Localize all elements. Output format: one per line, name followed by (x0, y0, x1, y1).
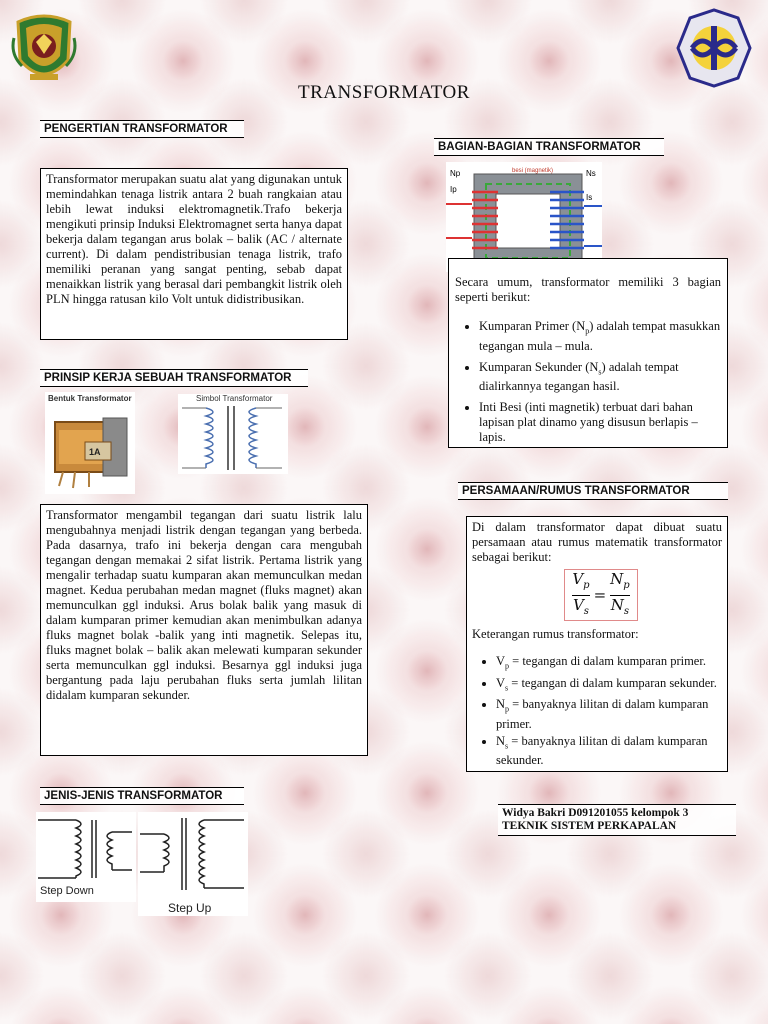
rumus-list (472, 654, 722, 768)
transformer-plate-label: 1A (89, 447, 101, 457)
step-up-label: Step Up (168, 901, 212, 915)
np-label: Np (450, 169, 461, 178)
faculty-logo-right (668, 8, 760, 88)
list-item: • Kumparan Sekunder $(N_s)$ adalah tempat dialirkannya tegangan hasil. (479, 360, 721, 395)
list-item: • $V_s$ = tegangan di dalam kumparan sekunder. (496, 676, 722, 696)
section-heading-bagian: BAGIAN-BAGIAN TRANSFORMATOR (434, 138, 664, 156)
section-heading-pengertian: PENGERTIAN TRANSFORMATOR (40, 120, 244, 138)
core-label: besi (magnetik) (512, 168, 554, 174)
credit-program: TEKNIK SISTEM PERKAPALAN (502, 820, 677, 832)
transformer-formula: $\frac{V_p}{V_s}$ = $\frac{N_p}{N_s}$ (564, 569, 638, 621)
list-item: • $N_s$ = banyaknya lilitan di dalam kumparan sekunder. (496, 734, 722, 769)
rumus-text-box (466, 516, 728, 772)
bagian-intro: Secara umum, transformator memiliki 3 bagian seperti berikut: (455, 275, 721, 304)
step-down-label: Step Down (40, 885, 94, 897)
step-up-diagram (138, 812, 248, 916)
rumus-intro: Di dalam transformator dapat dibuat suatu persamaan atau rumus matematik transformator sebagai berikut: (472, 520, 722, 564)
step-down-diagram (36, 812, 136, 902)
pengertian-text: Transformator merupakan suatu alat yang digunakan untuk memindahkan tenaga listrik antara 2 buah rangkaian atau lebih lewat induksi elektromagnetik.Trafo bekerja mengikuti prinsip Induksi Elektromagnet serta hanya dapat bekerja dalam tegangan arus bolak – balik (AC / alternate current). Di dalam pendistribusian tenaga listrik, trafo memiliki peranan yang sangat penting, sebab dapat menaikkan listrik yang berasal dari pembangkit listrik oleh PLN hingga ratusan kilo Volt untuk didistribusikan. (46, 172, 342, 306)
prinsip-text: Transformator mengambil tegangan dari suatu listrik lalu mengubahnya menjadi listrik dengan tegangan yang berbeda. Pada dasarnya, trafo ini bekerja dengan cara mengubah tegangan dengan memakai 2 sifat listrik. Pertama listrik yang mengalir terhadap suatu kumparan akan memunculkan medan magnet. Kedua perubahan medan magnet (fluks magnet) akan memunculkan ggl induksi. Arus bolak balik yang masuk di dalam kumparan primer kemudian akan menimbulkan adanya fluks magnet bolak -balik yang inti magnetik. Selepas itu, fluks magnet bolak – balik akan melewati kumparan sekunder serta memunculkan ggl induksi. Besarnya ggl induksi juga bergantung pada laju perubahan fluks serta jumlah lilitan didalam kumparan sekunder. (46, 508, 362, 702)
university-logo-left (10, 8, 78, 90)
list-item: • $N_p$ = banyaknya lilitan di dalam kumparan primer. (496, 697, 722, 732)
bagian-text-box (448, 258, 728, 448)
section-heading-prinsip: PRINSIP KERJA SEBUAH TRANSFORMATOR (40, 369, 308, 387)
transformer-photo (45, 392, 135, 494)
pengertian-text-box (40, 168, 348, 340)
section-heading-jenis: JENIS-JENIS TRANSFORMATOR (40, 787, 244, 805)
ns-label: Ns (586, 169, 596, 178)
list-item: • $V_p$ = tegangan di dalam kumparan primer. (496, 654, 722, 674)
transformer-symbol (178, 394, 288, 474)
list-item: • Kumparan Primer $(N_p)$ adalah tempat masukkan tegangan mula – mula. (479, 319, 721, 354)
is-label: Is (586, 193, 593, 202)
section-heading-rumus: PERSAMAAN/RUMUS TRANSFORMATOR (458, 482, 728, 500)
page-title: TRANSFORMATOR (298, 82, 470, 103)
credit-block (498, 804, 736, 836)
prinsip-text-box (40, 504, 368, 756)
ip-label: Ip (450, 185, 457, 194)
transformer-symbol-label: Simbol Transformator (196, 394, 273, 403)
transformer-core-diagram (446, 162, 602, 272)
transformer-photo-label: Bentuk Transformator (48, 394, 132, 403)
rumus-keterangan: Keterangan rumus transformator: (472, 627, 639, 641)
bagian-list (455, 319, 721, 445)
list-item: • Inti Besi (inti magnetik) terbuat dari bahan lapisan plat dinamo yang disusun berlapis – lapis. (479, 400, 721, 445)
credit-author: Widya Bakri D091201055 kelompok 3 (502, 807, 689, 819)
